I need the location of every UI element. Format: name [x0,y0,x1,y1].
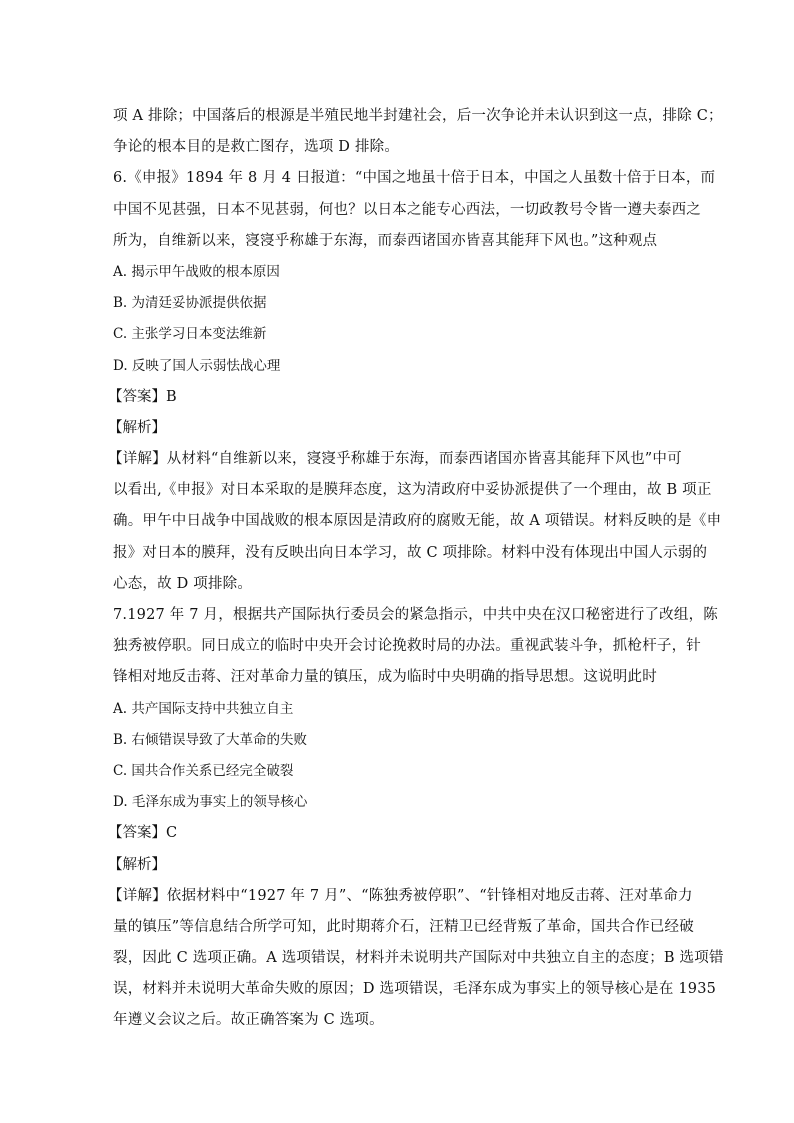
detail-line: 误，材料并未说明大革命失败的原因；D 选项错误，毛泽东成为事实上的领导核心是在 1935 [113,981,717,998]
option-b: B. 为清廷妥协派提供依据 [113,295,267,312]
detail-line: 量的镇压”等信息结合所学可知，此时期蒋介石，汪精卫已经背叛了革命，国共合作已经破 [113,918,694,935]
answer-label: 【答案】B [108,388,177,405]
option-b: B. 右倾错误导致了大革命的失败 [113,731,308,748]
option-c: C. 主张学习日本变法维新 [113,326,267,343]
detail-line: 裂，因此 C 选项正确。A 选项错误，材料并未说明共产国际对中共独立自主的态度；B 选项错 [113,950,724,967]
question-stem-line: 中国不见甚强，日本不见甚弱，何也？以日本之能专心西法，一切政教号令皆一遵夫泰西之 [113,201,701,218]
analysis-label: 【解析】 [108,856,166,873]
option-d: D. 反映了国人示弱怯战心理 [113,357,281,374]
detail-line: 以看出,《申报》对日本采取的是膜拜态度，这为清政府中妥协派提供了一个理由，故 B 项正 [113,482,712,499]
question-stem-line: 6.《申报》1894 年 8 月 4 日报道：“中国之地虽十倍于日本，中国之人虽数十倍于日本，而 [113,170,716,187]
answer-label: 【答案】C [108,825,178,842]
detail-line: 心态，故 D 项排除。 [113,575,253,592]
option-a: A. 共产国际支持中共独立自主 [113,700,294,717]
text-line: 争论的根本目的是救亡图存，选项 D 排除。 [113,139,400,156]
question-stem-line: 所为，自维新以来，寖寖乎称雄于东海，而泰西诸国亦皆喜其能拜下风也。”这种观点 [113,232,658,249]
question-7 [108,600,724,1037]
detail-line: 确。甲午中日战争中国战败的根本原因是清政府的腐败无能，故 A 项错误。材料反映的是《申 [113,513,722,530]
detail-line: 【详解】从材料“自维新以来，寖寖乎称雄于东海，而泰西诸国亦皆喜其能拜下风也”中可 [108,451,682,468]
question-stem-line: 锋相对地反击蒋、汪对革命力量的镇压，成为临时中央明确的指导思想。这说明此时 [113,669,657,686]
question-stem-line: 独秀被停职。同日成立的临时中央开会讨论挽救时局的办法。重视武装斗争，抓枪杆子，针 [113,638,701,655]
option-c: C. 国共合作关系已经完全破裂 [113,762,294,779]
option-d: D. 毛泽东成为事实上的领导核心 [113,794,308,811]
question-stem-line: 7.1927 年 7 月，根据共产国际执行委员会的紧急指示，中共中央在汉口秘密进行了改组，陈 [113,607,718,623]
document-page [108,101,724,1037]
analysis-label: 【解析】 [108,419,166,436]
detail-line: 报》对日本的膜拜，没有反映出向日本学习，故 C 项排除。材料中没有体现出中国人示弱的 [113,544,708,561]
text-line: 项 A 排除；中国落后的根源是半殖民地半封建社会，后一次争论并未认识到这一点，排除 C； [113,108,723,124]
detail-line: 年遵义会议之后。故正确答案为 C 选项。 [113,1012,384,1029]
question-6 [108,163,722,600]
option-a: A. 揭示甲午战败的根本原因 [113,263,280,280]
detail-line: 【详解】依据材料中“1927 年 7 月”、“陈独秀被停职”、“针锋相对地反击蒋、汪对革命力 [108,887,693,904]
